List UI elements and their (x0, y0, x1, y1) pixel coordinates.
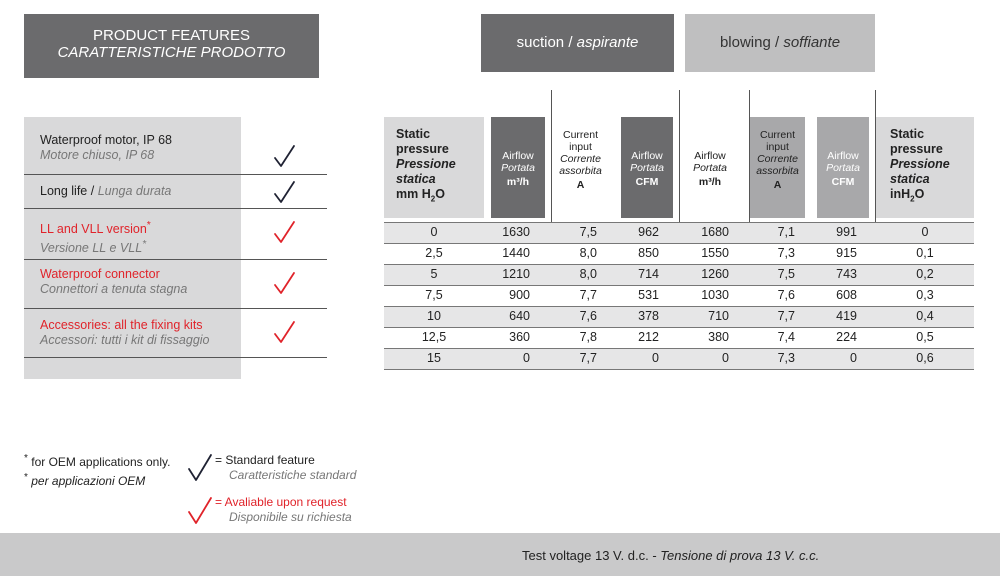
table-cell: 360 (509, 330, 530, 344)
footnote-mark: * (24, 472, 28, 483)
legend-request (215, 495, 352, 525)
feature-label: Waterproof motor, IP 68 (40, 133, 173, 147)
feature-label (40, 218, 151, 237)
legend-standard (215, 453, 356, 483)
header-line: Airflow (827, 150, 859, 162)
table-cell: 10 (427, 309, 441, 323)
feature-divider (24, 174, 327, 175)
table-row (384, 243, 974, 264)
unit-text: inH (890, 187, 911, 201)
feature-sep: / (87, 184, 98, 198)
blowing-label: blowing / (719, 34, 784, 51)
feature-label-it (40, 237, 151, 256)
header-line-it: Pressione (396, 157, 456, 171)
header-line: Current (562, 129, 598, 141)
table-cell: 0 (523, 351, 530, 365)
table-cell: 608 (836, 288, 857, 302)
table-cell: 0,5 (916, 330, 934, 344)
row-divider (384, 327, 974, 328)
check-icon (272, 144, 298, 170)
header-unit (890, 187, 974, 207)
product-features-title: PRODUCT FEATURES (93, 27, 250, 44)
table-cell: 640 (509, 309, 530, 323)
oem-note-en (24, 451, 170, 470)
test-voltage-it: Tensione di prova 13 V. c.c. (660, 548, 820, 563)
table-row (384, 222, 974, 243)
legend-request-label: = Avaliable upon request (215, 495, 347, 509)
table-cell: 0,1 (916, 246, 934, 260)
oem-note-it (24, 470, 170, 489)
header-line-it: Corrente (560, 153, 601, 165)
table-cell: 7,6 (777, 288, 795, 302)
table-row (384, 348, 974, 369)
header-line-it: Pressione (890, 157, 950, 171)
table-cell: 224 (836, 330, 857, 344)
table-cell: 8,0 (579, 267, 597, 281)
header-line: Airflow (502, 150, 534, 162)
feature-item-waterproof-connector (40, 267, 187, 297)
check-icon (272, 320, 298, 346)
table-cell: 1260 (701, 267, 729, 281)
table-cell: 0 (722, 351, 729, 365)
header-unit: A (773, 179, 782, 191)
standard-check-icon (186, 453, 214, 483)
feature-label-text: LL and VLL version (40, 222, 147, 237)
table-cell: 7,7 (777, 309, 795, 323)
feature-divider (24, 357, 327, 358)
test-voltage-en: Test voltage 13 V. d.c. - (522, 548, 661, 563)
feature-label-it: Connettori a tenuta stagna (40, 282, 188, 296)
blowing-airflow-cfm-header (817, 117, 869, 218)
table-cell: 1440 (502, 246, 530, 260)
table-cell: 7,7 (579, 351, 597, 365)
header-unit: A (576, 179, 585, 191)
table-cell: 1030 (701, 288, 729, 302)
check-icon (272, 220, 298, 246)
table-cell: 915 (836, 246, 857, 260)
footnote-mark: * (24, 453, 28, 464)
request-check-icon (186, 496, 214, 526)
footer-bar (0, 533, 1000, 576)
table-cell: 1210 (502, 267, 530, 281)
table-cell: 0,2 (916, 267, 934, 281)
header-line-it: Portata (826, 162, 860, 174)
header-unit: m³/h (698, 176, 722, 188)
feature-label: Waterproof connector (40, 267, 160, 281)
header-line-it: assorbita (559, 165, 602, 177)
suction-label: suction / (516, 34, 577, 51)
table-row (384, 264, 974, 285)
legend-oem-note (24, 451, 170, 489)
table-cell: 212 (638, 330, 659, 344)
table-cell: 0,6 (916, 351, 934, 365)
table-cell: 1630 (502, 225, 530, 239)
legend-standard-label-it: Caratteristiche standard (229, 468, 357, 482)
table-cell: 1680 (701, 225, 729, 239)
row-divider (384, 222, 974, 223)
row-divider (384, 243, 974, 244)
check-icon (272, 271, 298, 297)
header-line: Airflow (694, 150, 726, 162)
header-line: pressure (396, 142, 449, 156)
table-cell: 850 (638, 246, 659, 260)
blowing-airflow-m3h-header (680, 117, 740, 218)
table-cell: 12,5 (421, 330, 447, 344)
table-cell: 15 (427, 351, 441, 365)
suction-label-it: aspirante (576, 34, 639, 51)
unit-text: mm H (396, 187, 431, 201)
table-cell: 7,4 (777, 330, 795, 344)
feature-label-it-text: Versione LL e VLL (40, 241, 143, 256)
feature-label-it: Motore chiuso, IP 68 (40, 148, 155, 162)
table-cell: 5 (430, 267, 438, 281)
table-cell: 531 (638, 288, 659, 302)
header-line-it: Portata (501, 162, 535, 174)
suction-airflow-cfm-header (621, 117, 673, 218)
unit-sub: 2 (430, 194, 436, 204)
table-cell: 419 (836, 309, 857, 323)
header-line: Static (396, 127, 431, 141)
static-pressure-mm-header (384, 117, 484, 218)
header-line: Static (890, 127, 925, 141)
feature-label: Long life (40, 184, 88, 198)
feature-item-long-life (40, 184, 171, 199)
feature-item-accessories (40, 318, 210, 348)
header-unit: m³/h (506, 176, 530, 188)
header-line: input (569, 141, 592, 153)
legend-request-label-it: Disponibile su richiesta (229, 510, 352, 524)
product-features-title-it: CARATTERISTICHE PRODOTTO (57, 44, 286, 61)
header-line: input (766, 141, 789, 153)
row-divider (384, 348, 974, 349)
table-cell: 743 (836, 267, 857, 281)
table-cell: 2,5 (425, 246, 443, 260)
header-gap (484, 117, 491, 218)
header-line-it: statica (890, 172, 930, 186)
feature-divider (24, 259, 327, 260)
suction-airflow-m3h-header (491, 117, 545, 218)
header-line: Current (759, 129, 795, 141)
footnote-mark: * (146, 220, 151, 231)
blowing-label-it: soffiante (783, 34, 841, 51)
row-divider (384, 369, 974, 370)
header-line: Airflow (631, 150, 663, 162)
blowing-current-header (750, 117, 805, 218)
table-cell: 8,0 (579, 246, 597, 260)
feature-divider (24, 208, 327, 209)
table-cell: 962 (638, 225, 659, 239)
feature-label-it: Lunga durata (97, 184, 172, 198)
table-row (384, 306, 974, 327)
table-cell: 900 (509, 288, 530, 302)
header-line-it: Portata (693, 162, 727, 174)
table-cell: 7,8 (579, 330, 597, 344)
table-row (384, 327, 974, 348)
header-line-it: Corrente (757, 153, 798, 165)
header-line: pressure (890, 142, 943, 156)
header-line-it: statica (396, 172, 436, 186)
table-cell: 7,3 (777, 351, 795, 365)
header-unit: CFM (635, 176, 659, 188)
header-unit (396, 187, 484, 207)
table-cell: 0 (430, 225, 438, 239)
row-divider (384, 264, 974, 265)
table-cell: 7,6 (579, 309, 597, 323)
table-cell: 7,5 (777, 267, 795, 281)
row-divider (384, 306, 974, 307)
test-voltage-note (522, 548, 819, 563)
table-cell: 714 (638, 267, 659, 281)
footnote-mark: * (142, 239, 147, 251)
table-cell: 380 (708, 330, 729, 344)
suction-current-header (552, 117, 609, 218)
table-cell: 0 (921, 225, 929, 239)
oem-note-text: for OEM applications only. (31, 455, 171, 469)
table-cell: 0 (850, 351, 857, 365)
feature-label-it: Accessori: tutti i kit di fissaggio (40, 333, 210, 347)
header-line-it: assorbita (756, 165, 799, 177)
header-unit: CFM (831, 176, 855, 188)
table-cell: 0 (652, 351, 659, 365)
check-icon (272, 180, 298, 206)
blowing-header (685, 14, 875, 72)
legend-standard-label: = Standard feature (215, 453, 315, 467)
unit-text: O (435, 187, 445, 201)
table-row (384, 285, 974, 306)
feature-item-waterproof-motor (40, 133, 172, 163)
feature-item-ll-vll (40, 218, 151, 256)
table-cell: 7,5 (579, 225, 597, 239)
row-divider (384, 285, 974, 286)
table-cell: 7,1 (777, 225, 795, 239)
header-line-it: Portata (630, 162, 664, 174)
oem-note-text-it: per applicazioni OEM (31, 474, 146, 488)
unit-sub: 2 (910, 194, 915, 204)
table-cell: 7,7 (579, 288, 597, 302)
product-features-header (24, 14, 319, 78)
suction-header (481, 14, 674, 72)
table-cell: 7,5 (425, 288, 443, 302)
table-cell: 710 (708, 309, 729, 323)
table-cell: 378 (638, 309, 659, 323)
static-pressure-inh2o-header (876, 117, 974, 218)
table-cell: 991 (836, 225, 857, 239)
table-cell: 0,3 (916, 288, 934, 302)
unit-text: O (914, 187, 925, 201)
table-cell: 1550 (701, 246, 729, 260)
feature-label: Accessories: all the fixing kits (40, 318, 203, 332)
feature-divider (24, 308, 327, 309)
table-cell: 0,4 (916, 309, 934, 323)
table-cell: 7,3 (777, 246, 795, 260)
